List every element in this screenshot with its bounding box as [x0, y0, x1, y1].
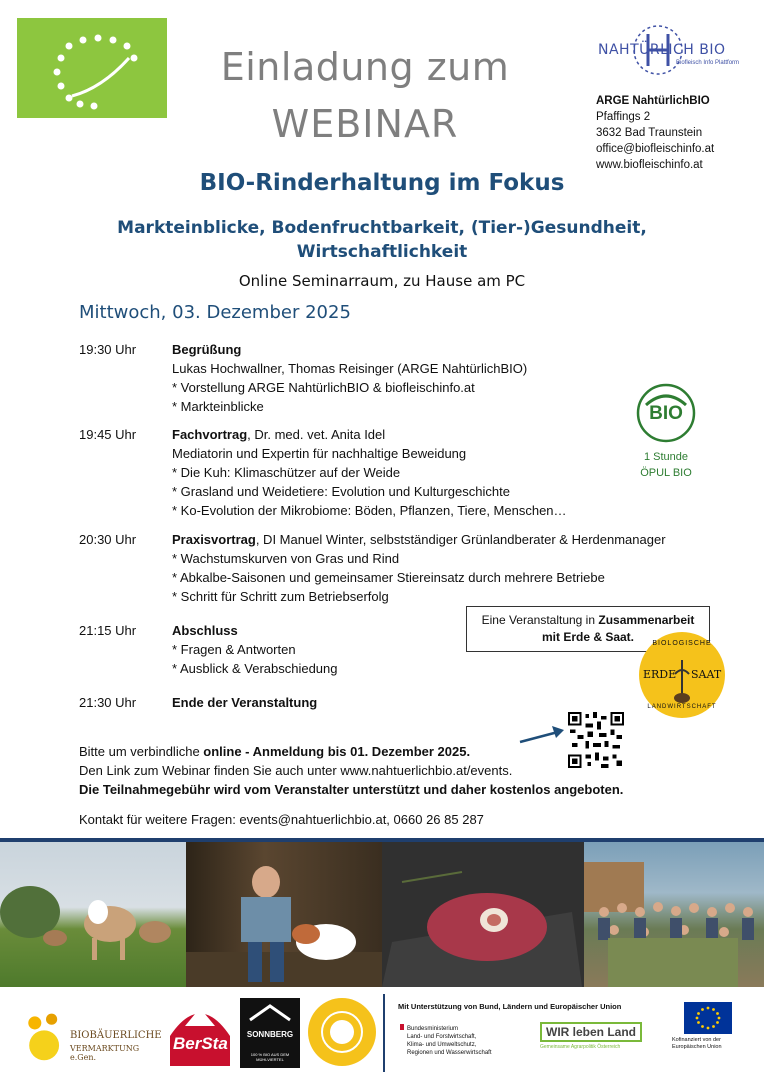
- org-web[interactable]: www.biofleischinfo.at: [596, 159, 703, 171]
- agenda-item: [172, 693, 317, 712]
- agenda-line: * Ko-Evolution der Mikrobiome: Böden, Pflanzen, Tiere, Menschen…: [172, 503, 567, 518]
- agenda-time: 21:15 Uhr: [79, 623, 137, 638]
- agenda-item: [172, 621, 338, 678]
- event-subtitle-line-2: Wirtschaftlichkeit: [296, 242, 468, 262]
- contact-info: Kontakt für weitere Fragen: events@nahtuerlichbio.at, 0660 26 85 287: [79, 812, 484, 827]
- agenda-line: * Schritt für Schritt zum Betriebserfolg: [172, 589, 389, 604]
- ministry-line-3: Klima- und Umweltschutz,: [407, 1042, 477, 1048]
- erde-logo-right: SAAT: [691, 668, 722, 681]
- reg-line-2: Den Link zum Webinar finden Sie auch unter www.nahtuerlichbio.at/events.: [79, 763, 513, 778]
- coop-prefix: Eine Veranstaltung in: [481, 613, 599, 627]
- agenda-title: Ende der Veranstaltung: [172, 695, 318, 710]
- agenda-time: 20:30 Uhr: [79, 532, 137, 547]
- bersta-logo: [165, 996, 235, 1074]
- bio-badge-label: BIO: [649, 403, 683, 424]
- agenda-title-suffix: , DI Manuel Winter, selbstständiger Grünlandberater & Herdenmanager: [255, 532, 666, 547]
- agenda-line: * Abkalbe-Saisonen und gemeinsamer Stiereinsatz durch mehrere Betriebe: [172, 570, 605, 585]
- title-line-1: Einladung zum: [220, 45, 510, 89]
- biobaeuerliche-line-2: VERMARKTUNG e.Gen.: [70, 1044, 140, 1062]
- agenda-line: * Fragen & Antworten: [172, 642, 296, 657]
- sonnberg-line-1: SONNBERG: [246, 1030, 294, 1039]
- agenda-line: * Markteinblicke: [172, 399, 264, 414]
- event-title: BIO-Rinderhaltung im Fokus: [199, 170, 565, 196]
- group-photo: [584, 842, 764, 987]
- ministry-line-4: Regionen und Wasserwirtschaft: [407, 1050, 492, 1056]
- footer-logos: [0, 988, 764, 1080]
- agenda-line: Lukas Hochwallner, Thomas Reisinger (ARGE NahtürlichBIO): [172, 361, 528, 376]
- agenda-line: * Grasland und Weidetiere: Evolution und Kulturgeschichte: [172, 484, 510, 499]
- erde-saat-logo: [637, 630, 727, 720]
- agenda-title: Abschluss: [172, 623, 238, 638]
- bio-caption: [620, 449, 712, 481]
- meat-on-slate-photo: [382, 842, 584, 987]
- wir-leben-text: WIR leben Land: [540, 1022, 642, 1042]
- bio-caption-line-2: ÖPUL BIO: [640, 467, 692, 479]
- eu-caption-line-2: Europäischen Union: [672, 1044, 722, 1050]
- bio-badge: [636, 383, 696, 443]
- eu-caption-line-1: Kofinanziert von der: [672, 1037, 721, 1043]
- ministry-line-1: Bundesministerium: [407, 1026, 459, 1032]
- agenda-item: [172, 340, 527, 416]
- reg-line-3: Die Teilnahmegebühr wird vom Veranstalter unterstützt und daher kostenlos angeboten.: [79, 782, 624, 797]
- biobaeuerliche-logo: [18, 1008, 162, 1068]
- reg-line-1-bold: online - Anmeldung bis 01. Dezember 2025.: [203, 744, 471, 759]
- brand-logo-tagline: Biofleisch Info Plattform: [676, 60, 740, 66]
- org-street: Pfaffings 2: [596, 111, 651, 123]
- biobaeuerliche-line-1: BIOBÄUERLICHE: [70, 1030, 162, 1041]
- agenda-line: Mediatorin und Expertin für nachhaltige Beweidung: [172, 446, 467, 461]
- event-subtitle: [60, 216, 704, 264]
- agenda-line: * Ausblick & Verabschiedung: [172, 661, 338, 676]
- nahtuerlich-bio-logo: [596, 18, 746, 82]
- erde-logo-top: BIOLOGISCHE: [652, 640, 712, 647]
- agenda-item: [172, 425, 567, 520]
- wir-leben-sub: Gemeinsame Agrarpolitik Österreich: [540, 1044, 621, 1050]
- agenda-line: * Vorstellung ARGE NahtürlichBIO & biofleischinfo.at: [172, 380, 475, 395]
- cows-on-pasture-photo: [0, 842, 186, 987]
- support-title: Mit Unterstützung von Bund, Ländern und Europäischer Union: [398, 1002, 622, 1011]
- agenda-title: Begrüßung: [172, 342, 242, 357]
- farmer-with-calf-photo: [186, 842, 382, 987]
- agenda-line: * Wachstumskurven von Gras und Rind: [172, 551, 400, 566]
- agenda-time: 19:45 Uhr: [79, 427, 137, 442]
- event-location: Online Seminarraum, zu Hause am PC: [238, 272, 526, 290]
- event-subtitle-line-1: Markteinblicke, Bodenfruchtbarkeit, (Tier-)Gesundheit,: [117, 218, 647, 238]
- org-name: ARGE NahtürlichBIO: [596, 95, 710, 107]
- brand-logo-text: NAHTÜRLICH BIO: [598, 42, 726, 58]
- title-line-2: WEBINAR: [271, 102, 459, 146]
- coop-bold-1: Zusammenarbeit: [598, 613, 695, 627]
- org-email[interactable]: office@biofleischinfo.at: [596, 143, 715, 155]
- agenda-item: [172, 530, 666, 606]
- registration-info: [79, 742, 719, 799]
- bersta-text: BerSta: [173, 1034, 228, 1053]
- event-date: Mittwoch, 03. Dezember 2025: [79, 302, 351, 323]
- eu-organic-logo: [17, 18, 167, 118]
- ministry-line-2: Land- und Forstwirtschaft,: [407, 1034, 477, 1040]
- ministry-logo: [400, 1024, 491, 1057]
- sonnberg-line-2: 100 % BIO AUS DEM MÜHLVIERTEL: [250, 1052, 290, 1062]
- bio-caption-line-1: 1 Stunde: [643, 451, 689, 463]
- agenda-title: Fachvortrag: [172, 427, 248, 442]
- gold-seal-logo: [306, 996, 378, 1068]
- sonnberg-logo: [240, 998, 300, 1068]
- reg-line-1-prefix: Bitte um verbindliche: [79, 744, 204, 759]
- footer-divider: [383, 994, 385, 1072]
- agenda-time: 19:30 Uhr: [79, 342, 137, 357]
- erde-logo-left: ERDE: [643, 668, 677, 681]
- agenda-title-suffix: , Dr. med. vet. Anita Idel: [247, 427, 386, 442]
- eu-cofunded-logo: [672, 1002, 744, 1051]
- photo-band: [0, 838, 764, 987]
- org-city: 3632 Bad Traunstein: [596, 127, 703, 139]
- wir-leben-land-logo: [540, 1022, 644, 1050]
- agenda-line: * Die Kuh: Klimaschützer auf der Weide: [172, 465, 401, 480]
- agenda-time: 21:30 Uhr: [79, 695, 137, 710]
- erde-logo-bottom: LANDWIRTSCHAFT: [647, 704, 717, 710]
- agenda-title: Praxisvortrag: [172, 532, 256, 547]
- org-address: [596, 93, 714, 173]
- coop-bold-2: mit Erde & Saat.: [541, 630, 635, 644]
